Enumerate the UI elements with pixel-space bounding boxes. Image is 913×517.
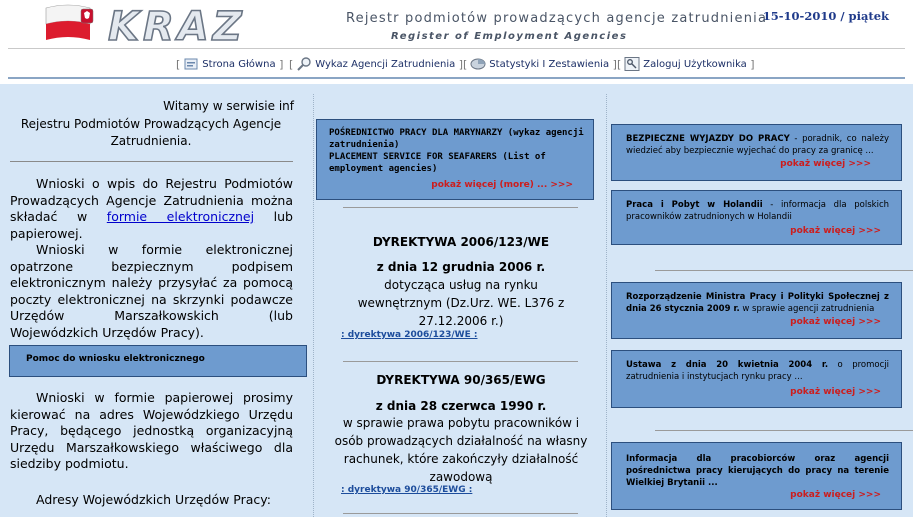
electronic-form-link[interactable]: formie elektronicznej — [106, 209, 255, 224]
register-subtitle: Register of Employment Agencies — [391, 31, 628, 42]
center-divider — [343, 513, 578, 514]
act-2004-more-link[interactable]: pokaż więcej >>> — [790, 387, 881, 397]
key-icon — [624, 57, 640, 71]
right-column — [610, 84, 913, 517]
box-title: Ustawa z dnia 20 kwietnia 2004 r. — [626, 360, 829, 370]
left-column — [0, 84, 312, 517]
electronic-application-paragraph — [10, 176, 293, 242]
welcome-register-name: Rejestru Podmiotów Prowadzących Agencje Zatrudnienia. — [20, 117, 282, 148]
act-2004-box[interactable] — [611, 350, 902, 408]
page-header — [0, 0, 913, 84]
nav-statistics[interactable]: [ Statystyki I Zestawienia ] — [463, 57, 617, 71]
register-title: Rejestr podmiotów prowadzących agencje zatrudnienia — [346, 11, 768, 26]
nav-agencies[interactable]: [ Wykaz Agencji Zatrudnienia ] — [289, 57, 464, 71]
directive-title: DYREKTYWA 90/365/EWG — [376, 373, 546, 387]
nav-statistics-label: Statystyki I Zestawienia — [489, 58, 610, 70]
netherlands-box[interactable] — [611, 190, 902, 245]
current-date: 15-10-2010 / piątek — [762, 9, 889, 23]
seafarers-en-text: PLACEMENT SERVICE FOR SEAFARERS (List of employment agencies) — [329, 152, 546, 174]
center-divider — [343, 361, 578, 362]
signature-paragraph: Wnioski w formie elektronicznej opatrzone bezpiecznym podpisem elektronicznym należy przysyłać za pomocą poczty elektronicznej na skrzynki podawcze Urzędów Marszałkowskich (lub Wojewódzkich Urzędów Pracy). — [10, 242, 293, 340]
main-content — [0, 84, 913, 517]
directive-date: z dnia 12 grudnia 2006 r. — [376, 260, 546, 274]
nav-login[interactable]: [ Zaloguj Użytkownika ] — [617, 57, 755, 71]
safe-travel-more-link[interactable]: pokaż więcej >>> — [780, 159, 871, 169]
column-separator — [313, 94, 314, 517]
box-title: Praca i Pobyt w Holandii — [626, 200, 763, 210]
column-separator — [606, 94, 607, 517]
nav-divider — [8, 77, 905, 79]
welcome-text: Witamy w serwisie inf — [163, 99, 294, 113]
uk-info-box[interactable] — [611, 442, 902, 510]
directive-description: dotycząca usług na rynku wewnętrznym (Dz.Urz. WE. L376 z 27.12.2006 r.) — [357, 278, 565, 328]
safe-travel-box[interactable] — [611, 124, 902, 181]
nav-home[interactable]: [ Strona Główna ] — [176, 57, 284, 71]
paragraph-text: Wnioski o wpis do Rejestru Podmiotów Prowadzących Agencje Zatrudnienia można składać w — [10, 176, 293, 224]
directive-2006-link[interactable]: : dyrektywa 2006/123/WE : — [341, 330, 478, 340]
box-title: BEZPIECZNE WYJAZDY DO PRACY — [626, 134, 790, 144]
regulation-more-link[interactable]: pokaż więcej >>> — [790, 317, 881, 327]
box-text: o promocji zatrudnienia i instytucjach rynku pracy ... — [626, 360, 889, 382]
kraz-logo — [38, 2, 338, 46]
directive-1990-link[interactable]: : dyrektywa 90/365/EWG : — [341, 485, 473, 495]
help-electronic-application-button[interactable]: Pomoc do wniosku elektronicznego — [9, 345, 307, 377]
box-text: - poradnik, co należy wiedzieć aby bezpiecznie wyjechać do pracy za granicę ... — [626, 134, 889, 156]
directive-date: z dnia 28 czerwca 1990 r. — [375, 399, 547, 413]
header-divider — [8, 48, 905, 49]
directive-description: w sprawie prawa pobytu pracowników i osób prowadzących działalność na własny rachunek, które zakończyły działalność zawodową — [334, 416, 588, 484]
main-nav — [0, 54, 913, 74]
directive-title: DYREKTYWA 2006/123/WE — [372, 235, 550, 249]
home-icon — [183, 57, 199, 71]
box-text: w sprawie agencji zatrudnienia — [739, 304, 875, 314]
right-divider — [655, 430, 913, 431]
box-title: Rozporządzenie Ministra Pracy i Polityki Społecznej z dnia 26 stycznia 2009 r. — [626, 292, 889, 314]
nav-login-label: Zaloguj Użytkownika — [643, 58, 747, 70]
center-column — [316, 84, 606, 517]
center-divider — [343, 207, 578, 208]
nav-agencies-label: Wykaz Agencji Zatrudnienia — [315, 58, 456, 70]
uk-info-more-link[interactable]: pokaż więcej >>> — [790, 490, 881, 500]
chart-icon — [470, 57, 486, 71]
box-text: - informacja dla polskich pracowników zatrudnionych w Holandii — [626, 200, 890, 222]
svg-text:KRAZ: KRAZ — [108, 4, 246, 46]
paragraph-text: lub papierowej. — [10, 209, 293, 241]
netherlands-more-link[interactable]: pokaż więcej >>> — [790, 226, 881, 236]
nav-home-label: Strona Główna — [202, 58, 276, 70]
paper-application-paragraph: Wnioski w formie papierowej prosimy kierować na adres Wojewódzkiego Urzędu Pracy, będącego jednostką organizacyjną Urzędu Marszałkowskiego właściwego dla siedziby podmiotu. — [10, 390, 293, 471]
right-divider — [655, 270, 913, 271]
seafarers-pl-text: POŚREDNICTWO PRACY DLA MARYNARZY (wykaz agencji zatrudnienia) — [329, 128, 584, 150]
seafarers-box[interactable] — [316, 119, 594, 200]
box-title: Informacja dla pracobiorców oraz agencji pośrednictwa pracy kierujących do pracy na terenie Wielkiej Brytanii ... — [626, 454, 889, 488]
regulation-box[interactable] — [611, 282, 902, 339]
seafarers-more-link[interactable]: pokaż więcej (more) ... >>> — [431, 180, 573, 190]
magnifier-icon — [296, 57, 312, 71]
left-divider — [10, 161, 293, 162]
regional-offices-heading: Adresy Wojewódzkich Urzędów Pracy: — [36, 492, 271, 507]
